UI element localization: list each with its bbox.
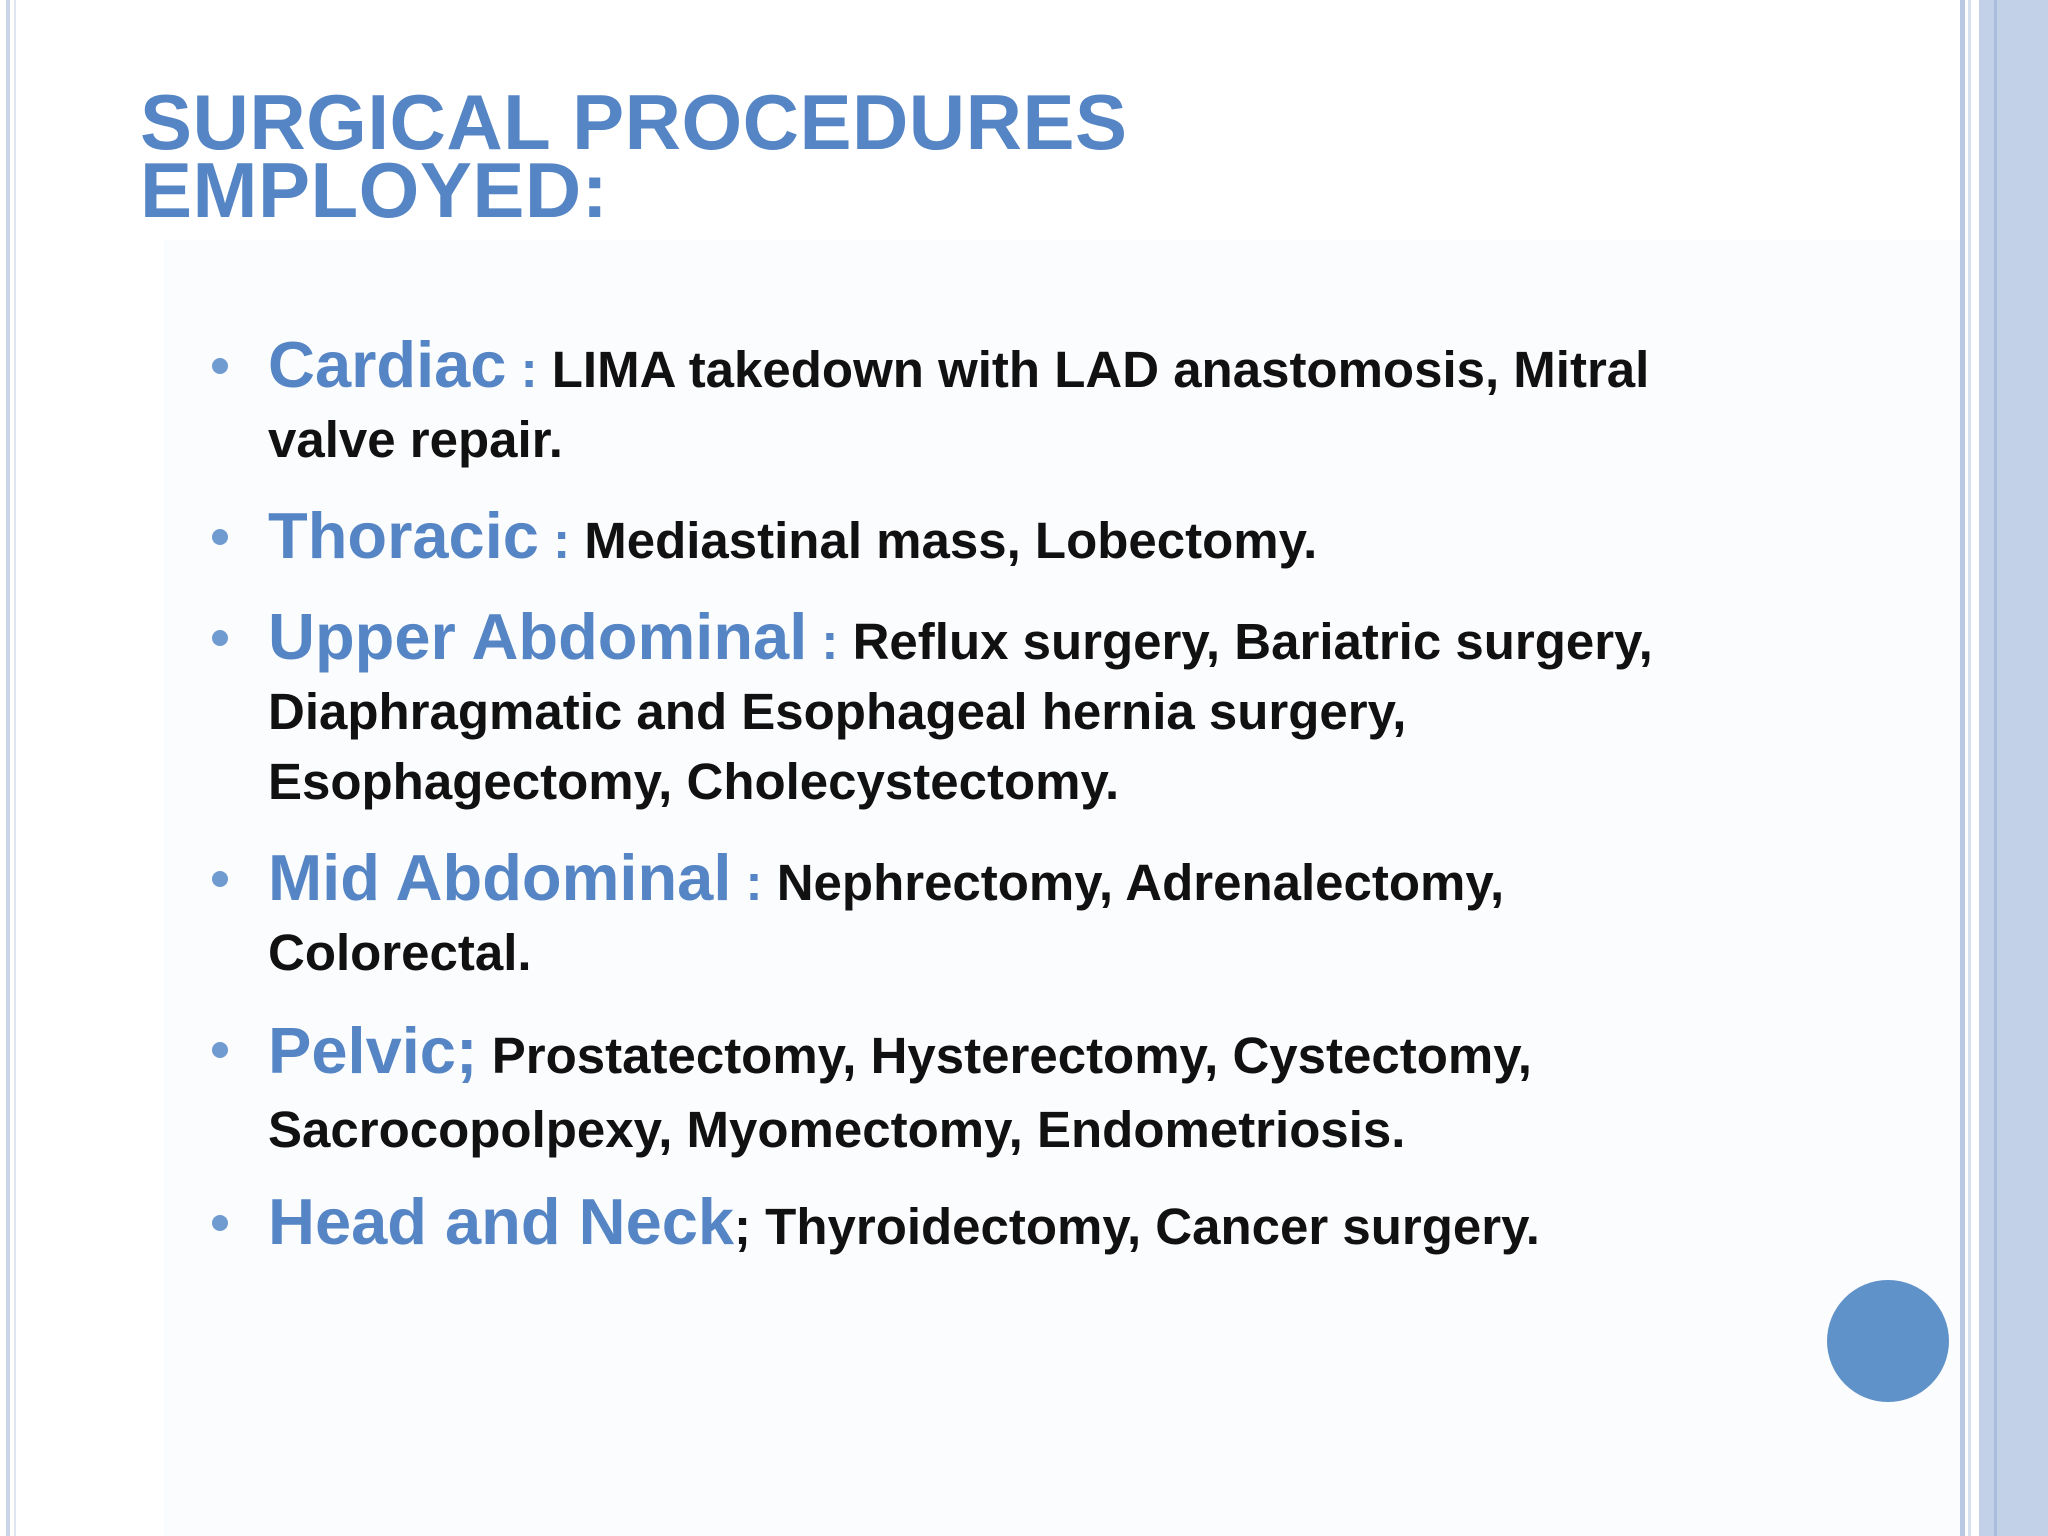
bullet-category: Thoracic bbox=[268, 499, 539, 572]
right-decorative-band bbox=[1979, 0, 2048, 1536]
bullet-text: Thyroidectomy, Cancer surgery. bbox=[765, 1198, 1540, 1255]
bullet-item-mid-abdominal bbox=[210, 843, 1670, 988]
left-edge-line bbox=[6, 0, 10, 1536]
bullet-dot-icon bbox=[212, 529, 228, 545]
bullet-separator bbox=[478, 1027, 492, 1084]
bullet-category: Mid Abdominal bbox=[268, 841, 732, 914]
decorative-circle bbox=[1827, 1280, 1949, 1402]
bullet-dot-icon bbox=[212, 871, 228, 887]
bullet-category: Upper Abdominal bbox=[268, 600, 808, 673]
bullet-item-pelvic bbox=[210, 1014, 1670, 1167]
slide-title bbox=[140, 78, 1128, 234]
bullet-dot-icon bbox=[212, 358, 228, 374]
bullet-list bbox=[210, 330, 1670, 1262]
bullet-item-upper-abdominal bbox=[210, 602, 1670, 817]
bullet-item-head-and-neck bbox=[210, 1187, 1670, 1262]
title-line-1: SURGICAL PROCEDURES bbox=[140, 78, 1128, 166]
bullet-category: Cardiac bbox=[268, 328, 507, 401]
bullet-separator: ; bbox=[734, 1198, 766, 1255]
bullet-text: Reflux surgery, Bariatric surgery, Diaphragmatic and Esophageal hernia surgery, Esophagectomy, Cholecystectomy. bbox=[268, 613, 1653, 810]
bullet-text: Mediastinal mass, Lobectomy. bbox=[584, 512, 1318, 569]
bullet-category: Pelvic; bbox=[268, 1014, 478, 1087]
bullet-separator: : bbox=[538, 512, 585, 569]
bullet-dot-icon bbox=[212, 1042, 228, 1058]
bullet-dot-icon bbox=[212, 630, 228, 646]
left-edge-line-inner bbox=[14, 0, 16, 1536]
bullet-category: Head and Neck bbox=[268, 1185, 735, 1258]
bullet-item-thoracic bbox=[210, 501, 1670, 576]
bullet-text: Nephrectomy, Adrenalectomy, Colorectal. bbox=[268, 854, 1505, 981]
bullet-text: Prostatectomy, Hysterectomy, Cystectomy, Sacrocopolpexy, Myomectomy, Endometriosis. bbox=[268, 1027, 1532, 1158]
bullet-separator: : bbox=[731, 854, 777, 911]
right-band-line bbox=[1960, 0, 1965, 1536]
bullet-separator: : bbox=[807, 613, 853, 670]
right-band-inner-line bbox=[1994, 0, 1997, 1536]
title-line-2: EMPLOYED: bbox=[140, 146, 609, 234]
bullet-text: LIMA takedown with LAD anastomosis, Mitral valve repair. bbox=[268, 341, 1650, 468]
bullet-item-cardiac bbox=[210, 330, 1670, 475]
bullet-separator: : bbox=[506, 341, 552, 398]
right-band-gap bbox=[1971, 0, 1979, 1536]
bullet-dot-icon bbox=[212, 1215, 228, 1231]
